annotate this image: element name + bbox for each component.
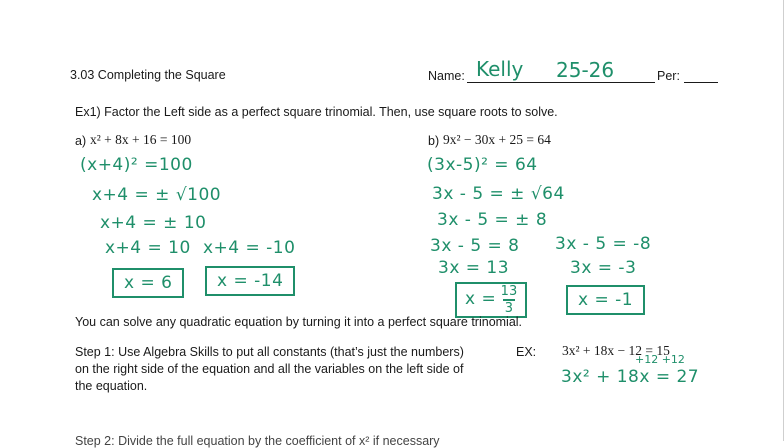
part-b-equation: 9x² − 30x + 25 = 64 (443, 132, 551, 147)
name-underline (467, 82, 655, 83)
step1-line-1: Step 1: Use Algebra Skills to put all constants (that’s just the numbers) (75, 345, 464, 359)
part-a-equation: x² + 8x + 16 = 100 (90, 132, 192, 147)
part-a-answer-1: x = 6 (112, 268, 184, 298)
step1-line-2: on the right side of the equation and all the variables on the left side of (75, 362, 464, 376)
part-b-answer-denominator: 3 (504, 300, 514, 316)
part-b-label: b) (428, 134, 440, 148)
part-b-step-4: 3x - 5 = 8 (430, 236, 520, 256)
part-b-step-2: 3x - 5 = ± √64 (432, 184, 565, 204)
part-b-answer-prefix: x = (465, 288, 497, 309)
part-a-step-4: x+4 = 10 (105, 238, 191, 258)
step1-line-3: the equation. (75, 379, 148, 393)
example-equation: 3x² + 18x − 12 = 15 (562, 343, 670, 358)
part-b-step-3: 3x - 5 = ± 8 (437, 210, 548, 230)
worksheet-title: 3.03 Completing the Square (70, 68, 226, 82)
name-label: Name: (428, 69, 465, 83)
part-a-label: a) (75, 134, 87, 148)
part-b-step-7: 3x = -3 (570, 258, 637, 278)
part-a-step-2: x+4 = ± √100 (92, 185, 222, 205)
example-plus-twelve: +12 +12 (635, 353, 685, 366)
name-numbers-handwritten: 25-26 (556, 58, 615, 82)
step2-partial-text: Step 2: Divide the full equation by the coefficient of x² if necessary (75, 434, 440, 448)
part-b-step-5: 3x - 5 = -8 (555, 234, 652, 254)
example-result: 3x² + 18x = 27 (561, 367, 700, 387)
part-a-answer-2: x = -14 (205, 266, 295, 296)
ex1-prompt: Ex1) Factor the Left side as a perfect square trinomial. Then, use square roots to solve. (75, 105, 558, 119)
part-b-answer-numerator: 13 (500, 284, 518, 299)
part-a-step-1: (x+4)² =100 (80, 155, 193, 175)
part-a-step-3: x+4 = ± 10 (100, 213, 207, 233)
note-text: You can solve any quadratic equation by turning it into a perfect square trinomial. (75, 315, 523, 329)
part-b-answer-fraction (455, 282, 527, 318)
name-handwritten: Kelly (476, 57, 524, 81)
part-b-answer-2: x = -1 (566, 285, 645, 315)
part-b-step-6: 3x = 13 (438, 258, 510, 278)
per-label: Per: (657, 69, 680, 83)
part-b-step-1: (3x-5)² = 64 (427, 155, 538, 175)
per-underline (684, 82, 718, 83)
part-a-step-5: x+4 = -10 (203, 238, 296, 258)
example-label: EX: (516, 345, 537, 359)
